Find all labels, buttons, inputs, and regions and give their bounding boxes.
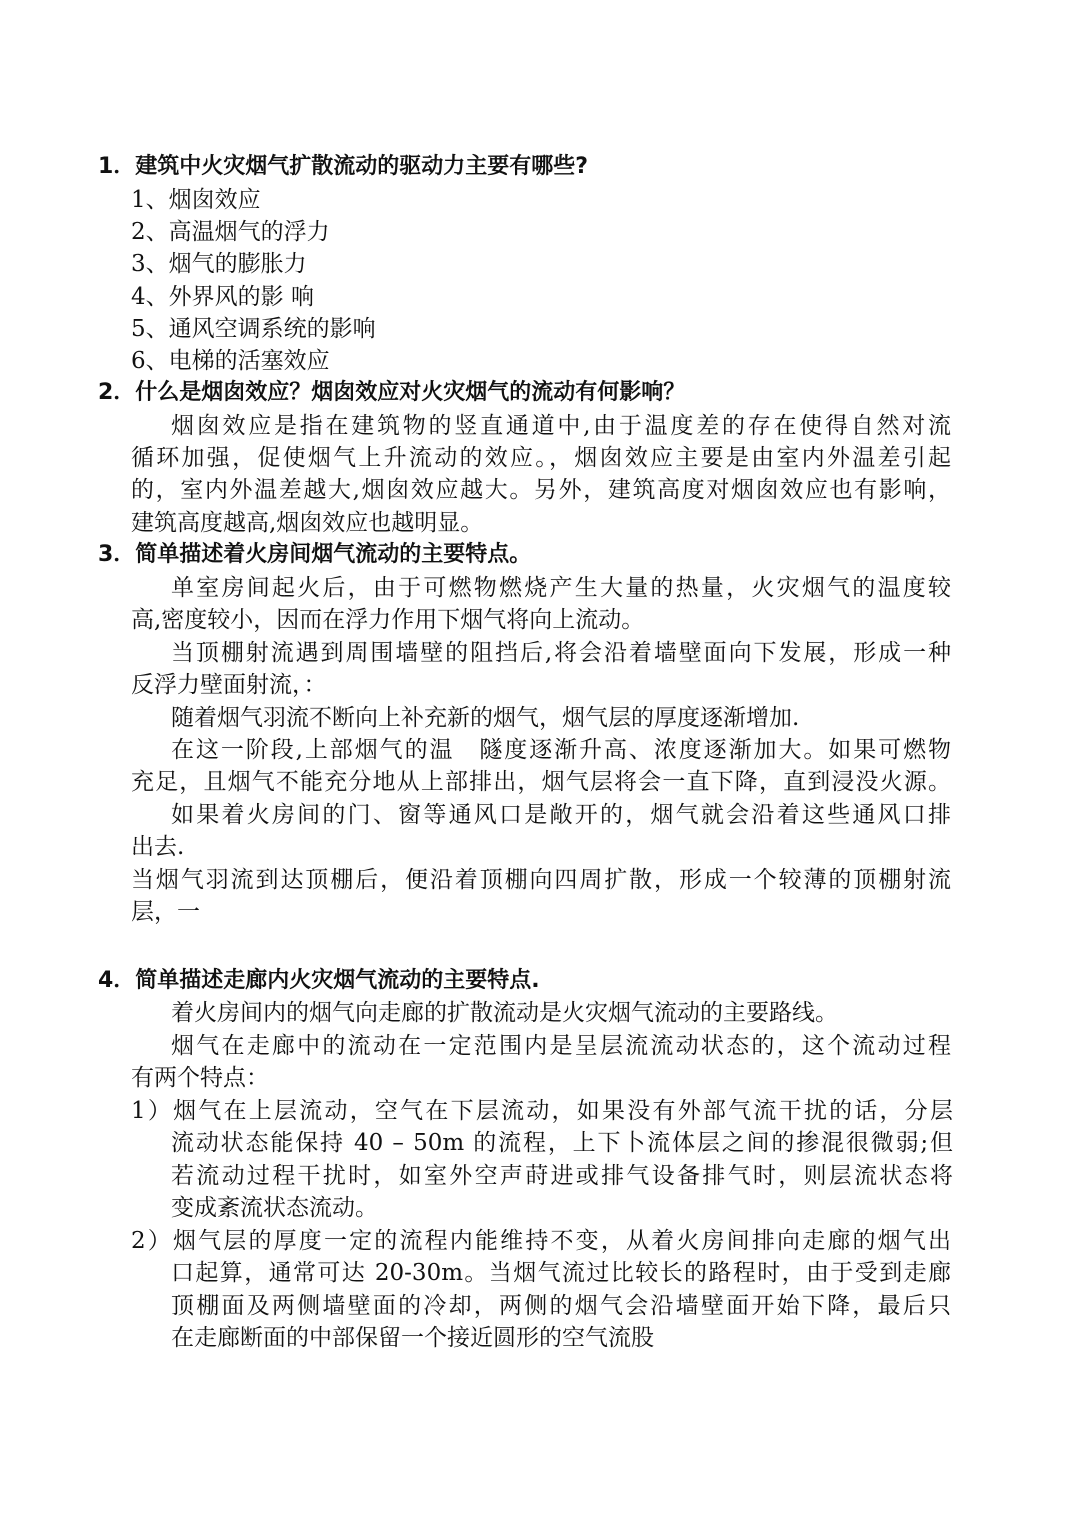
q4-point-2-line-3: 顶棚面及两侧墙壁面的冷却，两侧的烟气会沿墙壁面开始下降，最后只: [171, 1293, 951, 1319]
q4-line-3: 有两个特点：: [131, 1065, 269, 1091]
q3-line-9: 出去.: [131, 834, 185, 860]
q3-heading: 3．简单描述着火房间烟气流动的主要特点。: [98, 542, 532, 567]
q3-line-6: 在这一阶段,上部烟气的温 隧度逐渐升高、浓度逐渐加大。如果可燃物: [171, 737, 951, 763]
q2-line-2: 循环加强，促使烟气上升流动的效应。，烟囱效应主要是由室内外温差引起: [131, 445, 951, 471]
q4-point-1-line-3: 若流动过程干扰时，如室外空声莳进或排气设备排气时，则层流状态将: [171, 1163, 953, 1189]
q4-line-2: 烟气在走廊中的流动在一定范围内是呈层流流动状态的，这个流动过程: [171, 1033, 951, 1059]
q1-item-5: 5、通风空调系统的影响: [131, 316, 376, 342]
q3-line-11: 层，一: [131, 899, 200, 925]
q3-line-2: 高,密度较小，因而在浮力作用下烟气将向上流动。: [131, 607, 645, 633]
q4-point-1-line-4: 变成紊流状态流动。: [171, 1195, 378, 1221]
q1-item-3: 3、烟气的膨胀力: [131, 251, 307, 277]
q4-point-1-line-1: 1）烟气在上层流动，空气在下层流动，如果没有外部气流干扰的话，分层: [131, 1098, 953, 1124]
q1-heading: 1．建筑中火灾烟气扩散流动的驱动力主要有哪些?: [98, 154, 589, 179]
q1-item-2: 2、高温烟气的浮力: [131, 219, 330, 245]
q3-line-3: 当顶棚射流遇到周围墙壁的阻挡后,将会沿着墙壁面向下发展，形成一种: [171, 640, 951, 666]
q4-point-2-line-1: 2）烟气层的厚度一定的流程内能维持不变，从着火房间排向走廊的烟气出: [131, 1228, 951, 1254]
q4-point-2-line-4: 在走廊断面的中部保留一个接近圆形的空气流股: [171, 1325, 654, 1351]
q1-item-4: 4、外界风的影 响: [131, 284, 314, 310]
q4-point-1-line-2: 流动状态能保持 40 – 50m 的流程，上下卜流体层之间的掺混很微弱;但: [171, 1130, 953, 1156]
q3-line-5: 随着烟气羽流不断向上补充新的烟气，烟气层的厚度逐渐增加.: [171, 705, 800, 731]
q1-item-1: 1、烟囱效应: [131, 187, 261, 213]
q3-line-8: 如果着火房间的门、窗等通风口是敞开的，烟气就会沿着这些通风口排: [171, 802, 951, 828]
q3-line-7: 充足，且烟气不能充分地从上部排出，烟气层将会一直下降，直到浸没火源。: [131, 769, 951, 795]
q2-line-1: 烟囱效应是指在建筑物的竖直通道中,由于温度差的存在使得自然对流: [171, 413, 951, 439]
q2-line-3: 的，室内外温差越大,烟囱效应越大。另外，建筑高度对烟囱效应也有影响，: [131, 477, 951, 503]
q2-heading: 2．什么是烟囱效应？烟囱效应对火灾烟气的流动有何影响？: [98, 380, 686, 405]
q3-line-1: 单室房间起火后，由于可燃物燃烧产生大量的热量，火灾烟气的温度较: [171, 575, 951, 601]
q3-line-4: 反浮力壁面射流，：: [131, 672, 327, 698]
q4-point-2-line-2: 口起算，通常可达 20-30m。当烟气流过比较长的路程时，由于受到走廊: [171, 1260, 951, 1286]
q4-heading: 4．简单描述走廊内火灾烟气流动的主要特点.: [98, 968, 540, 993]
q2-line-4: 建筑高度越高,烟囱效应也越明显。: [131, 510, 484, 536]
q3-line-10: 当烟气羽流到达顶棚后，便沿着顶棚向四周扩散，形成一个较薄的顶棚射流: [131, 867, 951, 893]
q1-item-6: 6、电梯的活塞效应: [131, 348, 330, 374]
q4-line-1: 着火房间内的烟气向走廊的扩散流动是火灾烟气流动的主要路线。: [171, 1000, 838, 1026]
